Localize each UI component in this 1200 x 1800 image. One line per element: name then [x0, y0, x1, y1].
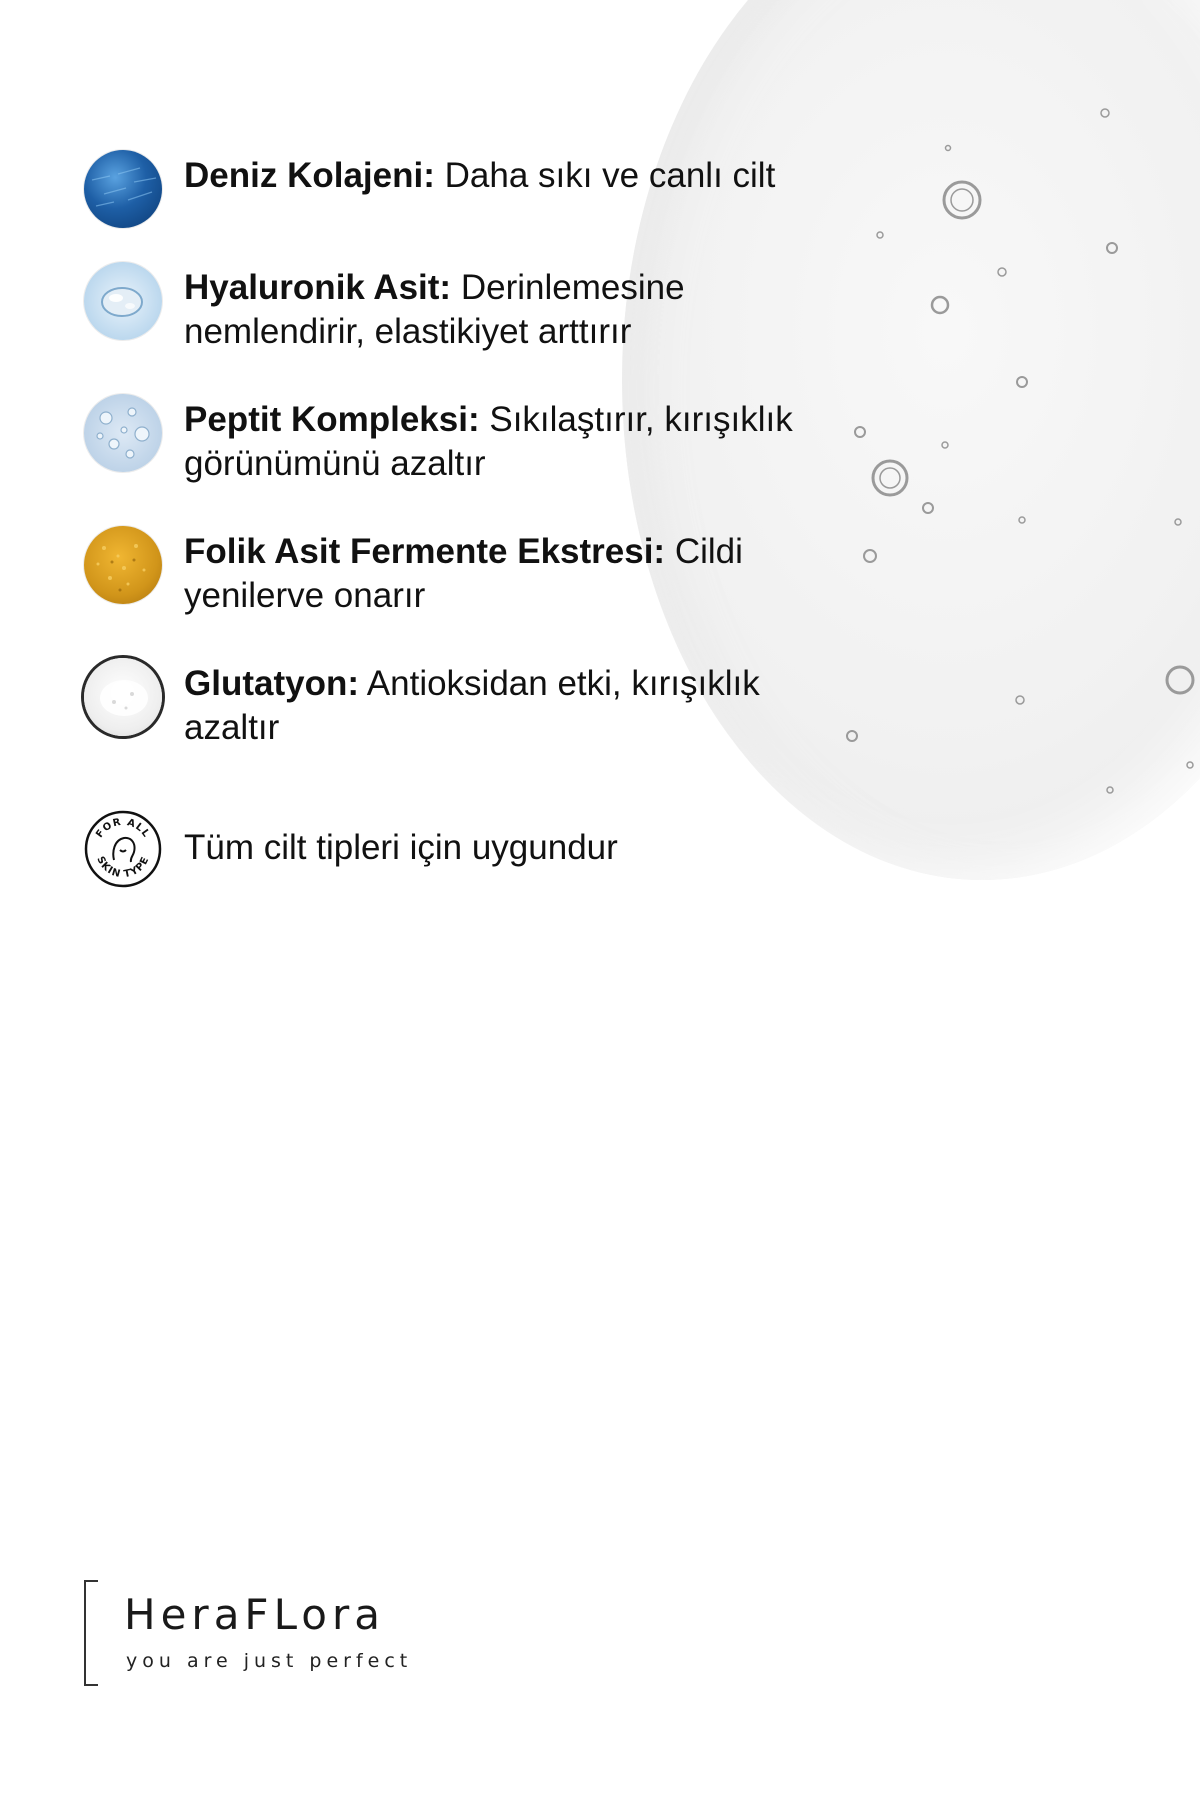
- skin-type-item: [84, 810, 824, 888]
- brand-name: HeraFLora: [124, 1590, 385, 1639]
- skin-type-text: Tüm cilt tipleri için uygundur: [184, 828, 618, 867]
- ingredient-item-peptide-complex: [84, 394, 824, 486]
- ingredient-description: Daha sıkı ve canlı cilt: [444, 156, 776, 195]
- brand-tagline: you are just perfect: [126, 1650, 413, 1672]
- ingredient-text: [184, 266, 824, 354]
- skin-badge-top-text: FOR ALL: [94, 816, 152, 841]
- ingredient-title: Peptit Kompleksi:: [184, 400, 480, 439]
- ingredient-item-hyaluronic-acid: [84, 262, 824, 354]
- ingredient-description: Sıkılaştırır, kırışıklık görünümünü azaltır: [184, 400, 793, 483]
- peptide-complex-icon: [84, 394, 162, 472]
- ingredient-text: [184, 154, 824, 198]
- ingredient-title: Folik Asit Fermente Ekstresi:: [184, 532, 666, 571]
- marine-collagen-icon: [84, 150, 162, 228]
- ingredient-description: Cildi yenilerve onarır: [184, 532, 743, 615]
- all-skin-types-icon: [84, 810, 162, 888]
- ingredient-title: Hyaluronik Asit:: [184, 268, 452, 307]
- ingredient-text: [184, 398, 824, 486]
- hyaluronic-acid-icon: [84, 262, 162, 340]
- ingredient-text: [184, 530, 824, 618]
- ingredient-description: Antioksidan etki, kırışıklık azaltır: [184, 664, 760, 747]
- skin-badge-bottom-text: SKIN TYPE: [94, 854, 152, 881]
- folic-acid-icon: [84, 526, 162, 604]
- logo-bracket: [84, 1580, 98, 1686]
- ingredient-text: [184, 662, 824, 750]
- ingredient-item-marine-collagen: [84, 150, 824, 228]
- ingredient-item-glutathione: [84, 658, 824, 750]
- ingredient-title: Deniz Kolajeni:: [184, 156, 435, 195]
- brand-logo: [84, 1580, 504, 1684]
- ingredient-title: Glutatyon:: [184, 664, 359, 703]
- ingredient-item-folic-acid: [84, 526, 824, 618]
- glutathione-icon: [84, 658, 162, 736]
- ingredient-description: Derinlemesine nemlendirir, elastikiyet arttırır: [184, 268, 685, 351]
